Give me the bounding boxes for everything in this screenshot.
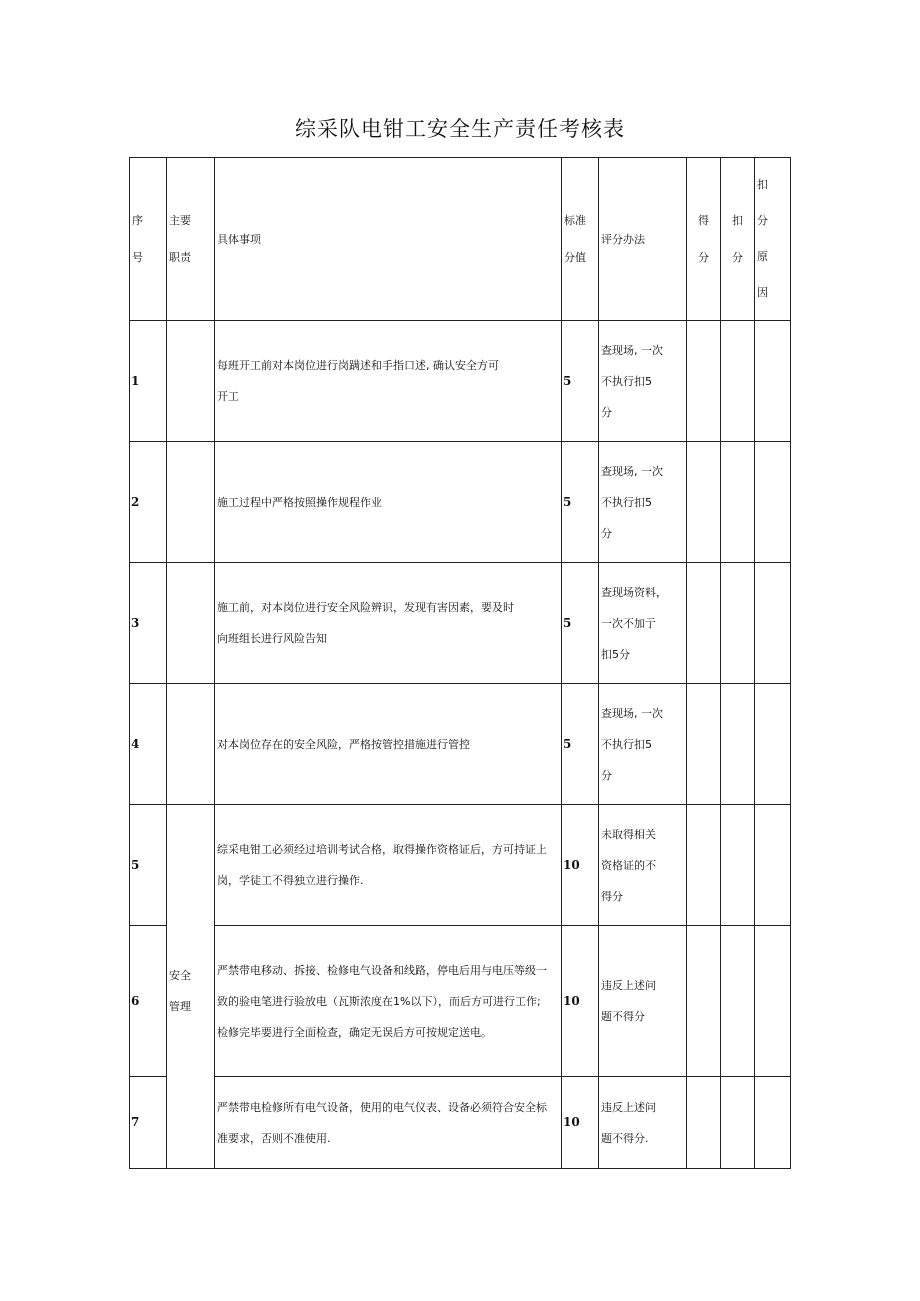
duty-cell <box>167 563 215 684</box>
header-standard: 标准 分值 <box>562 158 599 321</box>
row-score[interactable] <box>687 563 721 684</box>
header-method: 评分办法 <box>599 158 687 321</box>
row-no: 7 <box>130 1077 167 1169</box>
row-score[interactable] <box>687 926 721 1077</box>
row-points: 5 <box>562 563 599 684</box>
row-reason[interactable] <box>755 1077 791 1169</box>
header-seq: 序 号 <box>130 158 167 321</box>
row-deduct[interactable] <box>721 926 755 1077</box>
header-reason: 扣 分 原 因 <box>755 158 791 321</box>
header-duty: 主要 职责 <box>167 158 215 321</box>
row-no: 3 <box>130 563 167 684</box>
header-item: 具体事项 <box>215 158 562 321</box>
row-points: 5 <box>562 684 599 805</box>
row-item: 严禁带电移动、拆接、检修电气设备和线路，停电后用与电压等级一 致的验电笔进行验放电（瓦斯浓度在1%以下），而后方可进行工作; 检修完毕要进行全面检查，确定无误后方可按规定送电。 <box>215 926 562 1077</box>
table-row <box>130 684 791 805</box>
row-deduct[interactable] <box>721 1077 755 1169</box>
page-title: 综采队电钳工安全生产责任考核表 <box>295 117 625 141</box>
row-deduct[interactable] <box>721 321 755 442</box>
row-item: 严禁带电检修所有电气设备，使用的电气仪表、设备必须符合安全标 准要求，否则不准使用. <box>215 1077 562 1169</box>
row-method: 查现场, 一次 不执行扣5 分 <box>599 684 687 805</box>
assessment-table <box>129 157 791 1169</box>
row-deduct[interactable] <box>721 442 755 563</box>
row-method: 违反上述问 题不得分 <box>599 926 687 1077</box>
table-row <box>130 805 791 926</box>
row-reason[interactable] <box>755 321 791 442</box>
row-points: 10 <box>562 805 599 926</box>
header-row <box>130 158 791 321</box>
row-item: 施工前，对本岗位进行安全风险辨识，发现有害因素，要及时 向班组长进行风险告知 <box>215 563 562 684</box>
row-deduct[interactable] <box>721 563 755 684</box>
row-reason[interactable] <box>755 684 791 805</box>
row-points: 10 <box>562 1077 599 1169</box>
row-method: 查现场资料， 一次不加亍 扣5分 <box>599 563 687 684</box>
row-item: 对本岗位存在的安全风险，严格按管控措施进行管控 <box>215 684 562 805</box>
row-deduct[interactable] <box>721 805 755 926</box>
row-points: 10 <box>562 926 599 1077</box>
row-score[interactable] <box>687 321 721 442</box>
table-row <box>130 1077 791 1169</box>
row-method: 查现场, 一次 不执行扣5 分 <box>599 321 687 442</box>
row-no: 5 <box>130 805 167 926</box>
table-row <box>130 442 791 563</box>
row-points: 5 <box>562 442 599 563</box>
row-method: 查现场, 一次 不执行扣5 分 <box>599 442 687 563</box>
header-score: 得 分 <box>687 158 721 321</box>
row-deduct[interactable] <box>721 684 755 805</box>
row-score[interactable] <box>687 684 721 805</box>
row-no: 4 <box>130 684 167 805</box>
duty-cell <box>167 321 215 442</box>
row-reason[interactable] <box>755 926 791 1077</box>
row-no: 1 <box>130 321 167 442</box>
row-score[interactable] <box>687 442 721 563</box>
table-row <box>130 563 791 684</box>
row-method: 未取得相关 资格证的不 得分 <box>599 805 687 926</box>
header-deduct: 扣 分 <box>721 158 755 321</box>
row-points: 5 <box>562 321 599 442</box>
row-item: 综采电钳工必须经过培训考试合格，取得操作资格证后，方可持证上 岗，学徒工不得独立进行操作. <box>215 805 562 926</box>
row-no: 2 <box>130 442 167 563</box>
duty-group-label: 安全 管理 <box>167 926 215 1169</box>
duty-cell <box>167 805 215 926</box>
row-method: 违反上述问 题不得分. <box>599 1077 687 1169</box>
row-no: 6 <box>130 926 167 1077</box>
row-item: 每班开工前对本岗位进行岗蹒述和手指口述, 确认安全方可 开工 <box>215 321 562 442</box>
row-reason[interactable] <box>755 442 791 563</box>
table-row <box>130 321 791 442</box>
row-reason[interactable] <box>755 805 791 926</box>
row-item: 施工过程中严格按照操作规程作业 <box>215 442 562 563</box>
table-row <box>130 926 791 1077</box>
duty-cell <box>167 442 215 563</box>
row-score[interactable] <box>687 1077 721 1169</box>
duty-cell <box>167 684 215 805</box>
row-score[interactable] <box>687 805 721 926</box>
row-reason[interactable] <box>755 563 791 684</box>
